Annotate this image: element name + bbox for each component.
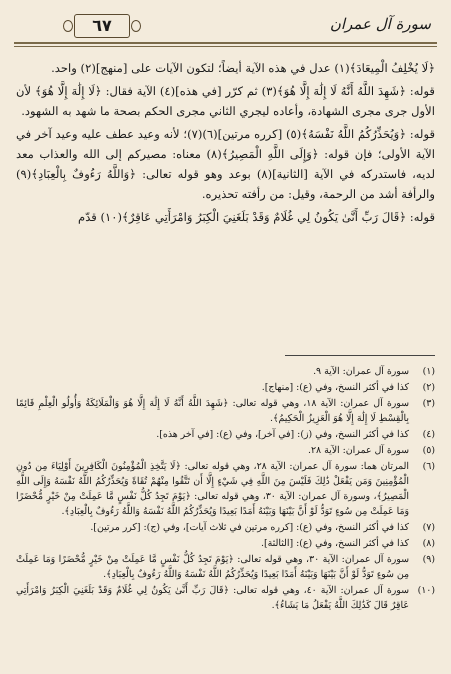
footnote-number: (٩): [422, 554, 435, 565]
footnote-number: (٢): [422, 382, 435, 393]
footnote-number: (٨): [422, 538, 435, 549]
footnote-number: (٣): [422, 398, 435, 409]
footnote-text: سورة آل عمران: الآية ٩.: [313, 366, 409, 377]
page-number: ٦٧: [74, 14, 130, 38]
paragraph: قوله: ﴿قَالَ رَبِّ أَنَّىٰ يَكُونُ لِي غُلَامٌ وَقَدْ بَلَغَنِيَ الْكِبَرُ وَامْرَأَتِي عَاقِرٌ﴾(١٠) قدّم: [78, 210, 435, 224]
footnote: [16, 552, 435, 582]
paragraph: ﴿لَا يُخْلِفُ الْمِيعَادَ﴾(١) عدل في هذه الآية أيضاً؛ لتكون الآيات على [منهج](٢) واحد.: [51, 61, 435, 75]
footnote-number: (٧): [422, 522, 435, 533]
footnote-text: المرتان هما: سورة آل عمران: الآية ٢٨، وهي قوله تعالى: ﴿لَا يَتَّخِذِ الْمُؤْمِنُونَ الْكَافِرِينَ أَوْلِيَاءَ مِن دُونِ الْمُؤْمِنِينَ وَمَن يَفْعَلْ ذَٰلِكَ فَلَيْسَ مِنَ اللَّهِ فِي شَيْءٍ إِلَّا أَن تَتَّقُوا مِنْهُمْ تُقَاةً وَيُحَذِّرُكُمُ اللَّهُ نَفْسَهُ وَإِلَى اللَّهِ الْمَصِيرُ﴾، وسورة آل عمران: الآية ٣٠، وهي قوله تعالى: ﴿يَوْمَ تَجِدُ كُلُّ نَفْسٍ مَّا عَمِلَتْ مِنْ خَيْرٍ مُّحْضَرًا وَمَا عَمِلَتْ مِن سُوءٍ تَوَدُّ لَوْ أَنَّ بَيْنَهَا وَبَيْنَهُ أَمَدًا بَعِيدًا وَيُحَذِّرُكُمُ اللَّهُ نَفْسَهُ وَاللَّهُ رَءُوفٌ بِالْعِبَادِ﴾.: [16, 461, 409, 517]
footnote-number: (١): [422, 366, 435, 377]
footnote: [16, 583, 435, 613]
footnote: [16, 364, 435, 379]
footnote: [16, 380, 435, 395]
footnote-divider: [285, 355, 435, 356]
footnotes: [16, 364, 435, 614]
footnote-text: كذا في أكثر النسخ، وفي (ع): [كرره مرتين في ثلاث آيات]، وفي (ج): [كرر مرتين].: [90, 522, 409, 533]
footnote: [16, 520, 435, 535]
footnote: [16, 427, 435, 442]
footnote: [16, 396, 435, 426]
footnote: [16, 443, 435, 458]
footnote: [16, 459, 435, 519]
footnote-text: سورة آل عمران: الآية ٢٨.: [308, 445, 409, 456]
footnote-text: سورة آل عمران: الآية ٤٠، وهي قوله تعالى: ﴿قَالَ رَبِّ أَنَّىٰ يَكُونُ لِي غُلَامٌ وَقَدْ بَلَغَنِيَ الْكِبَرُ وَامْرَأَتِي عَاقِرٌ قَالَ كَذَٰلِكَ اللَّهُ يَفْعَلُ مَا يَشَاءُ﴾.: [16, 585, 409, 611]
footnote-number: (٦): [422, 461, 435, 472]
footnote-text: سورة آل عمران: الآية ١٨، وهي قوله تعالى: ﴿شَهِدَ اللَّهُ أَنَّهُ لَا إِلَٰهَ إِلَّا هُوَ وَالْمَلَائِكَةُ وَأُولُو الْعِلْمِ قَائِمًا بِالْقِسْطِ لَا إِلَٰهَ إِلَّا هُوَ الْعَزِيزُ الْحَكِيمُ﴾.: [16, 398, 409, 424]
paragraph: قوله: ﴿شَهِدَ اللَّهُ أَنَّهُ لَا إِلَٰهَ إِلَّا هُوَ﴾(٣) ثم كرّر [في هذه](٤) الآية فقال: ﴿لَا إِلَٰهَ إِلَّا هُوَ﴾ لأن الأول جرى مجرى الشهادة، وأعاده ليجري الثاني مجرى الحكم بصحة ما شهد به الشهود.: [16, 84, 435, 118]
footnote-text: كذا في أكثر النسخ، وفي (ع): [الثالثة].: [260, 538, 409, 549]
footnote-text: كذا في أكثر النسخ، وفي (ع): [منهاج].: [261, 382, 409, 393]
page-header: [14, 12, 437, 44]
paragraph: قوله: ﴿وَيُحَذِّرُكُمُ اللَّهُ نَفْسَهُ﴾(٥) [كرره مرتين](٦)(٧)؛ لأنه وعيد عطف عليه وعيد آخر في الآية الأولى؛ فإن قوله: ﴿وَإِلَى اللَّهِ الْمَصِيرُ﴾(٨) معناه: مصيركم إلى الله والعذاب معد لديه، فاستدركه في الآية [الثانية](٨) بوعد وهو قوله تعالى: ﴿وَاللَّهُ رَءُوفٌ بِالْعِبَادِ﴾(٩) والرأفة أشد من الرحمة، وقيل: من رأفته تحذيره.: [16, 127, 435, 201]
footnote-number: (٥): [422, 445, 435, 456]
footnote-number: (٤): [422, 429, 435, 440]
footnote-text: سورة آل عمران: الآية ٣٠، وهي قوله تعالى: ﴿يَوْمَ تَجِدُ كُلُّ نَفْسٍ مَّا عَمِلَتْ مِنْ خَيْرٍ مُّحْضَرًا وَمَا عَمِلَتْ مِن سُوءٍ تَوَدُّ لَوْ أَنَّ بَيْنَهَا وَبَيْنَهُ أَمَدًا بَعِيدًا وَيُحَذِّرُكُمُ اللَّهُ نَفْسَهُ وَاللَّهُ رَءُوفٌ بِالْعِبَادِ﴾.: [16, 554, 409, 580]
surah-title: سورة آل عمران: [329, 15, 431, 33]
main-text: [16, 58, 435, 230]
footnote-number: (١٠): [417, 585, 435, 596]
footnote-text: كذا في أكثر النسخ، وفي (ز): [في آخر]، وفي (ع): [في آخر هذه].: [156, 429, 409, 440]
footnote: [16, 536, 435, 551]
